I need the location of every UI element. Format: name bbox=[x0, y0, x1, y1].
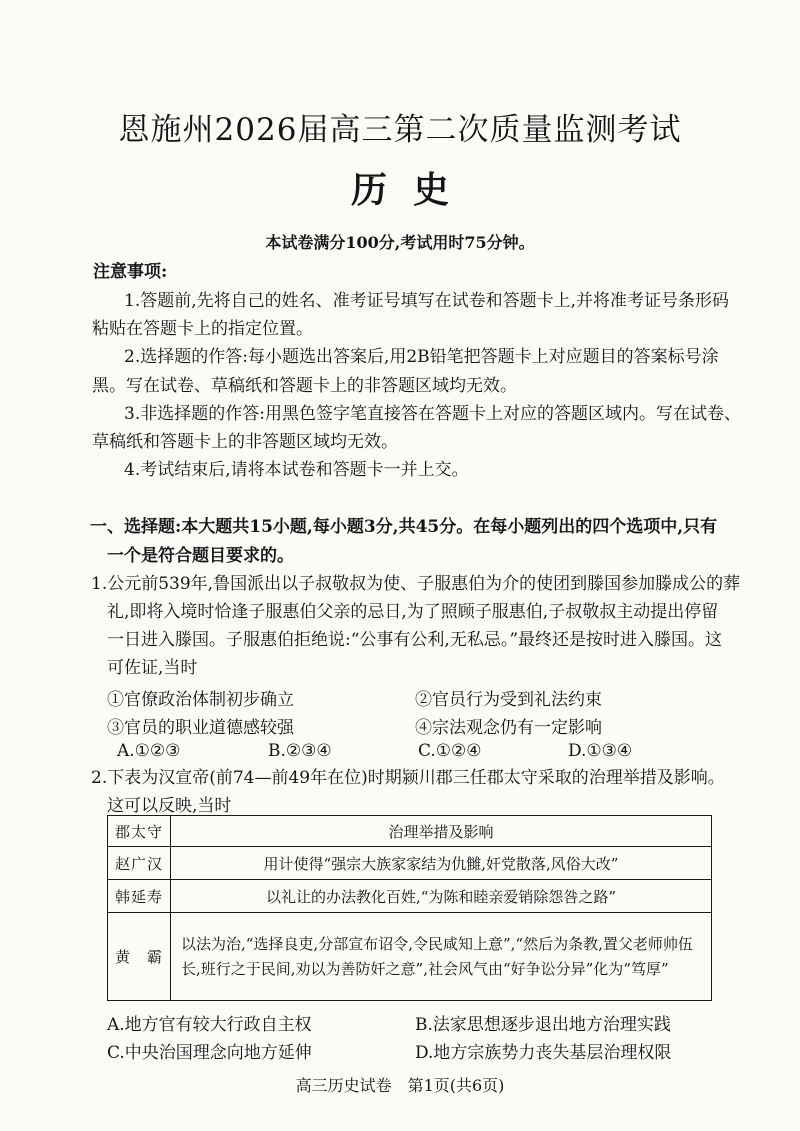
q1-option-b[interactable]: B.②③④ bbox=[268, 741, 332, 761]
q1-option-a[interactable]: A.①②③ bbox=[117, 741, 181, 761]
table-cell-governor: 黄 霸 bbox=[108, 913, 171, 1001]
q1-stem-line-1: 1.公元前539年,鲁国派出以子叔敬叔为使、子服惠伯为介的使团到滕国参加滕成公的葬 bbox=[91, 574, 741, 594]
q2-option-a[interactable]: A.地方官有较大行政自主权 bbox=[107, 1015, 312, 1035]
table-cell-measures: 以礼让的办法教化百姓,“为陈和睦亲爱销除怨咎之路” bbox=[171, 880, 712, 913]
q1-stem-line-2: 礼,即将入境时恰逢子服惠伯父亲的忌日,为了照顾子服惠伯,子叔敬叔主动提出停留 bbox=[107, 602, 719, 622]
table-header-governor: 郡太守 bbox=[108, 816, 171, 847]
q1-statement-3: ③官员的职业道德感较强 bbox=[107, 718, 294, 738]
score-info: 本试卷满分100分,考试用时75分钟。 bbox=[265, 233, 535, 252]
q1-option-c[interactable]: C.①②④ bbox=[418, 741, 482, 761]
table-row bbox=[108, 847, 712, 880]
subject-title: 历史 bbox=[350, 169, 475, 211]
governance-table bbox=[107, 815, 712, 1001]
table-header-row bbox=[108, 816, 712, 847]
notice-item-3-line-2: 草稿纸和答题卡上的非答题区域均无效。 bbox=[92, 432, 398, 452]
q2-option-d[interactable]: D.地方宗族势力丧失基层治理权限 bbox=[415, 1043, 672, 1063]
q1-option-d[interactable]: D.①③④ bbox=[568, 741, 633, 761]
q1-stem-line-3: 一日进入滕国。子服惠伯拒绝说:“公事有公利,无私忌。”最终还是按时进入滕国。这 bbox=[107, 630, 723, 650]
notice-item-3-line-1: 3.非选择题的作答:用黑色签字笔直接答在答题卡上对应的答题区域内。写在试卷、 bbox=[124, 404, 741, 424]
page-footer: 高三历史试卷 第1页(共6页) bbox=[295, 1076, 505, 1095]
table-cell-measures: 以法为治,“选择良吏,分部宣布诏令,令民咸知上意”,“然后为条教,置父老师帅伍长,班行之于民间,劝以为善防奸之意”,社会风气由“好争讼分异”化为“笃厚” bbox=[171, 913, 712, 1001]
notice-item-2-line-1: 2.选择题的作答:每小题选出答案后,用2B铅笔把答题卡上对应题目的答案标号涂 bbox=[124, 347, 719, 367]
table-cell-governor: 韩延寿 bbox=[108, 880, 171, 913]
section-heading-line-2: 一个是符合题目要求的。 bbox=[107, 546, 294, 566]
notice-item-1-line-2: 粘贴在答题卡上的指定位置。 bbox=[92, 319, 313, 339]
exam-title: 恩施州2026届高三第二次质量监测考试 bbox=[118, 112, 682, 148]
notice-item-4: 4.考试结束后,请将本试卷和答题卡一并上交。 bbox=[124, 460, 469, 480]
table-header-measures: 治理举措及影响 bbox=[171, 816, 712, 847]
notice-item-2-line-2: 黑。写在试卷、草稿纸和答题卡上的非答题区域均无效。 bbox=[92, 376, 517, 396]
q2-stem-line-1: 2.下表为汉宣帝(前74—前49年在位)时期颍川郡三任郡太守采取的治理举措及影响。 bbox=[91, 768, 725, 788]
notice-heading: 注意事项: bbox=[93, 262, 168, 282]
q1-statement-2: ②官员行为受到礼法约束 bbox=[415, 690, 602, 710]
q2-option-b[interactable]: B.法家思想逐步退出地方治理实践 bbox=[415, 1015, 671, 1035]
notice-item-1-line-1: 1.答题前,先将自己的姓名、准考证号填写在试卷和答题卡上,并将准考证号条形码 bbox=[124, 291, 730, 311]
section-heading-line-1: 一、选择题:本大题共15小题,每小题3分,共45分。在每小题列出的四个选项中,只有 bbox=[90, 517, 718, 537]
q1-stem-line-4: 可佐证,当时 bbox=[107, 658, 198, 678]
table-row bbox=[108, 913, 712, 1001]
q2-option-c[interactable]: C.中央治国理念向地方延伸 bbox=[107, 1043, 312, 1063]
table-cell-measures: 用计使得“强宗大族家家结为仇雠,奸党散落,风俗大改” bbox=[171, 847, 712, 880]
q2-stem-line-2: 这可以反映,当时 bbox=[107, 796, 232, 816]
table-cell-governor: 赵广汉 bbox=[108, 847, 171, 880]
table-row bbox=[108, 880, 712, 913]
q1-statement-4: ④宗法观念仍有一定影响 bbox=[415, 718, 602, 738]
q1-statement-1: ①官僚政治体制初步确立 bbox=[107, 690, 294, 710]
